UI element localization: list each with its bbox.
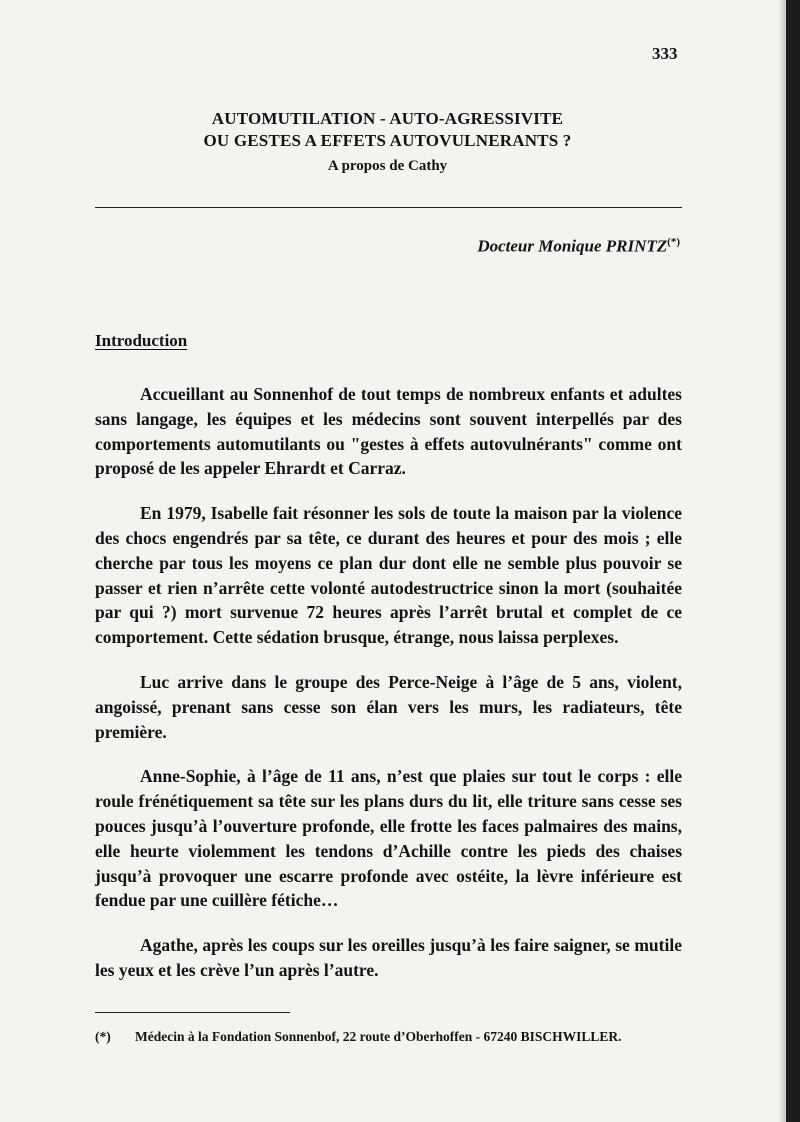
paragraph: Anne-Sophie, à l’âge de 11 ans, n’est que plaies sur tout le corps : elle roule frénétiquement sa tête sur les plans durs du lit, elle triture sans cesse ses pouces jusqu’à l’ouverture profonde, elle frotte les faces palmaires des mains, elle heurte violemment les tendons d’Achille contre les pieds des chaises jusqu’à provoquer une escarre profonde avec ostéite, la lèvre inférieure est fendue par une cuillère fétiche… <box>95 766 682 911</box>
page-number: 333 <box>652 44 678 63</box>
footnote <box>95 1029 685 1045</box>
article-title-line-1: AUTOMUTILATION - AUTO-AGRESSIVITE <box>211 109 564 128</box>
body-text <box>95 382 682 1003</box>
section-heading: Introduction <box>95 331 188 350</box>
title-divider <box>95 207 682 208</box>
article-title-line-2: OU GESTES A EFFETS AUTOVULNERANTS ? <box>203 131 572 150</box>
paragraph: Luc arrive dans le groupe des Perce-Neige à l’âge de 5 ans, violent, angoissé, prenant sans cesse son élan vers les murs, les radiateurs, tête première. <box>95 671 682 742</box>
paragraph: En 1979, Isabelle fait résonner les sols de toute la maison par la violence des chocs engendrés par sa tête, ce durant des heures et pour des mois ; elle cherche par tous les moyens ce plan dur dont elle ne semble plus pouvoir se passer et rien n’arrête cette volonté autodestructrice sinon la mort (souhaitée par qui ?) mort survenue 72 heures après l’arrêt brutal et complet de ce comportement. Cette sédation brusque, étrange, nous laissa perplexes. <box>95 503 682 648</box>
author-footnote-mark: (*) <box>667 236 680 248</box>
paragraph: Accueillant au Sonnenhof de tout temps de nombreux enfants et adultes sans langage, les équipes et les médecins sont souvent interpellés par des comportements automutilants ou "gestes à effets autovulnérants" comme ont proposé de les appeler Ehrardt et Carraz. <box>95 384 682 479</box>
scan-edge <box>786 0 800 1122</box>
footnote-divider <box>95 1012 290 1013</box>
page-edge-shadow <box>778 0 786 1122</box>
author-name: Docteur Monique PRINTZ <box>477 236 668 256</box>
paragraph: Agathe, après les coups sur les oreilles jusqu’à les faire saigner, se mutile les yeux et les crève l’un après l’autre. <box>95 935 682 980</box>
footnote-mark: (*) <box>95 1029 111 1044</box>
article-subtitle: A propos de Cathy <box>327 158 448 174</box>
author-line <box>95 236 680 257</box>
article-title-block <box>95 108 680 175</box>
footnote-text: Médecin à la Fondation Sonnenbof, 22 route d’Oberhoffen - 67240 BISCHWILLER. <box>135 1029 622 1044</box>
